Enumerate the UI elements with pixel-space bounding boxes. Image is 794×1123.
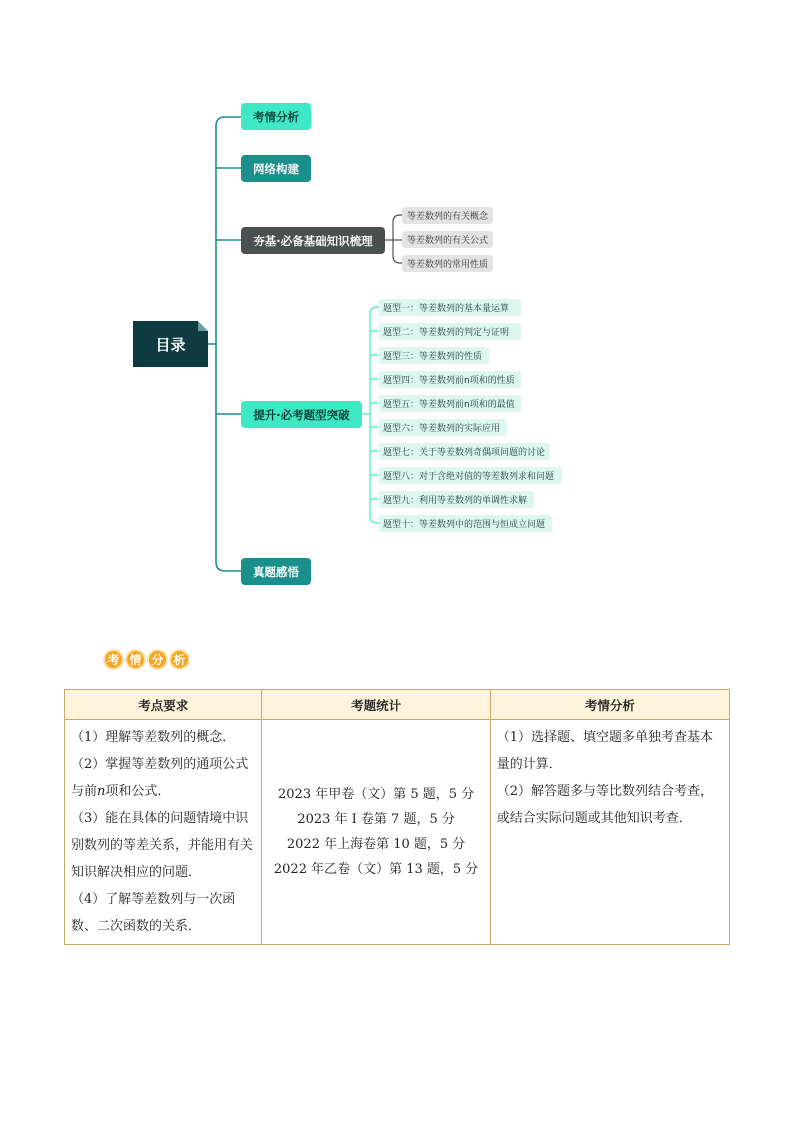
leaf-basic-3: 等差数列的常用性质	[402, 255, 493, 272]
requirement-3: （3）能在具体的问题情境中识别数列的等差关系，并能用有关知识解决相应的问题．	[71, 811, 254, 880]
stat-1: 2023 年甲卷（文）第 5 题，5 分	[278, 787, 475, 802]
badge-char-3: 分	[147, 649, 168, 670]
exam-analysis-table	[64, 689, 730, 945]
analysis-1: （1）选择题、填空题多单独考查基本量的计算．	[496, 730, 714, 772]
requirement-1: （1）理解等差数列的概念．	[71, 730, 236, 745]
badge-char-2: 情	[125, 649, 146, 670]
cell-analysis	[490, 720, 729, 945]
branch-question-types: 提升·必考题型突破	[241, 401, 362, 428]
stat-2: 2023 年 I 卷第 7 题，5 分	[297, 812, 455, 827]
header-statistics: 考题统计	[262, 690, 490, 720]
analysis-2: （2）解答题多与等比数列结合考查，或结合实际问题或其他知识考查．	[496, 784, 714, 826]
leaf-type-3: 题型三：等差数列的性质	[379, 347, 489, 364]
stat-4: 2022 年乙卷（文）第 13 题，5 分	[273, 862, 479, 877]
branch-basics: 夯基·必备基础知识梳理	[241, 227, 385, 254]
leaf-type-5: 题型五：等差数列前n项和的最值	[379, 395, 521, 412]
requirement-4: （4）了解等差数列与一次函数、二次函数的关系．	[71, 892, 236, 934]
leaf-type-10: 题型十：等差数列中的范围与恒成立问题	[379, 515, 552, 532]
mindmap-root: 目录	[133, 321, 208, 367]
leaf-basic-2: 等差数列的有关公式	[402, 231, 493, 248]
section-badge-kaoqing	[103, 649, 191, 670]
leaf-type-9: 题型九：利用等差数列的单调性求解	[379, 491, 534, 508]
leaf-type-4: 题型四：等差数列前n项和的性质	[379, 371, 521, 388]
cell-statistics	[262, 720, 490, 945]
leaf-type-7: 题型七：关于等差数列奇偶项问题的讨论	[379, 443, 550, 460]
branch-real-exams: 真题感悟	[241, 558, 311, 585]
leaf-basic-1: 等差数列的有关概念	[402, 207, 493, 224]
requirement-2: （2）掌握等差数列的通项公式与前n项和公式．	[71, 757, 249, 799]
header-requirements: 考点要求	[65, 690, 262, 720]
stat-3: 2022 年上海卷第 10 题，5 分	[286, 837, 466, 852]
root-fold-corner	[198, 321, 208, 331]
leaf-type-2: 题型二：等差数列的判定与证明	[379, 323, 521, 340]
leaf-type-6: 题型六：等差数列的实际应用	[379, 419, 507, 436]
branch-kaoqing: 考情分析	[241, 103, 311, 130]
cell-requirements	[65, 720, 262, 945]
leaf-type-8: 题型八：对于含绝对值的等差数列求和问题	[379, 467, 562, 484]
badge-char-1: 考	[103, 649, 124, 670]
header-analysis: 考情分析	[490, 690, 729, 720]
leaf-type-1: 题型一：等差数列的基本量运算	[379, 299, 521, 316]
math-n: n	[97, 784, 106, 799]
badge-char-4: 析	[169, 649, 190, 670]
branch-network: 网络构建	[241, 155, 311, 182]
